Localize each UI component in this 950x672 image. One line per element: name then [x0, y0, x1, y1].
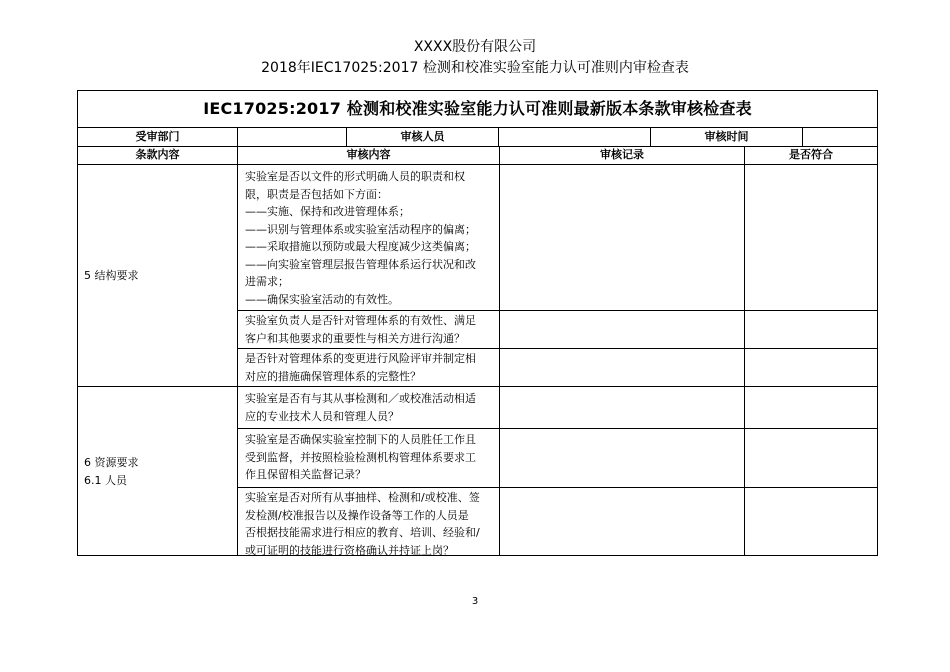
audit-item-line: 实验室是否对所有从事抽样、检测和/或校准、签: [245, 491, 480, 504]
conformity-cell: [745, 311, 877, 349]
audit-item-line: 应的专业技术人员和管理人员？: [245, 409, 399, 423]
audit-item-line: 发检测/校准报告以及操作设备等工作的人员是: [245, 508, 469, 522]
clause-cell: [78, 387, 238, 556]
audit-item-line: 实验室负责人是否针对管理体系的有效性、满足: [245, 314, 476, 327]
audit-item-line: 作且保留相关监督记录？: [245, 468, 366, 481]
audit-record-cell: [500, 429, 745, 488]
conformity-cell: [745, 429, 877, 488]
document-subtitle: 2018年IEC17025:2017 检测和校准实验室能力认可准则内审检查表: [261, 60, 689, 76]
audit-item-line: ——向实验室管理层报告管理体系运行状况和改: [245, 257, 476, 271]
col-header-conformity: 是否符合: [745, 147, 877, 165]
audit-record-cell: [500, 165, 745, 311]
audit-item: [238, 488, 500, 556]
clause-cell: [78, 165, 238, 387]
audit-item-line: ——采取措施以预防或最大程度减少这类偏离；: [245, 240, 476, 253]
audit-item-line: 限，职责是否包括如下方面：: [245, 187, 388, 201]
audit-record-cell: [500, 349, 745, 387]
time-label: 审核时间: [651, 128, 803, 147]
audit-record-cell: [500, 311, 745, 349]
audit-item: [238, 429, 500, 488]
audit-item: [238, 349, 500, 387]
page-number: 3: [471, 596, 479, 607]
audit-record-cell: [500, 387, 745, 429]
auditor-value: [499, 128, 651, 147]
audit-item-line: 对应的措施确保管理体系的完整性？: [245, 369, 421, 383]
dept-value: [238, 128, 347, 147]
clause-sublabel: 6.1 人员: [84, 473, 127, 487]
audit-item-line: 或可证明的技能进行资格确认并持证上岗？: [245, 543, 454, 556]
audit-record-cell: [500, 488, 745, 556]
audit-item-line: ——确保实验室活动的有效性。: [245, 292, 399, 306]
audit-item-line: 否根据技能需求进行相应的教育、培训、经验和/: [245, 526, 480, 539]
dept-label: 受审部门: [78, 128, 238, 147]
clause-label: 5 结构要求: [84, 268, 139, 282]
col-header-audit-content: 审核内容: [238, 147, 500, 165]
conformity-cell: [745, 387, 877, 429]
clause-label: 6 资源要求: [84, 456, 139, 469]
audit-item-line: 实验室是否以文件的形式明确人员的职责和权: [245, 170, 465, 183]
conformity-cell: [745, 165, 877, 311]
auditor-label: 审核人员: [347, 128, 499, 147]
audit-item-line: 进需求；: [245, 275, 289, 288]
col-header-audit-record: 审核记录: [500, 147, 745, 165]
audit-item-line: ——识别与管理体系或实验室活动程序的偏离；: [245, 222, 476, 236]
time-value: [803, 128, 877, 147]
audit-item-line: ——实施、保持和改进管理体系；: [245, 205, 410, 218]
audit-item: [238, 311, 500, 349]
col-header-clause: 条款内容: [78, 147, 238, 165]
audit-checklist-table: [77, 90, 878, 556]
audit-item-line: 受到监督，并按照检验检测机构管理体系要求工: [245, 450, 476, 464]
conformity-cell: [745, 349, 877, 387]
conformity-cell: [745, 488, 877, 556]
table-title: IEC17025:2017 检测和校准实验室能力认可准则最新版本条款审核检查表: [78, 91, 877, 128]
audit-item-line: 是否针对管理体系的变更进行风险评审并制定相: [245, 352, 476, 365]
company-name: XXXX股份有限公司: [413, 39, 537, 55]
audit-item: [238, 387, 500, 429]
audit-item-line: 实验室是否有与其从事检测和／或校准活动相适: [245, 392, 476, 405]
audit-item-line: 实验室是否确保实验室控制下的人员胜任工作且: [245, 433, 476, 446]
audit-item-line: 客户和其他要求的重要性与相关方进行沟通？: [245, 331, 465, 345]
audit-item: [238, 165, 500, 311]
